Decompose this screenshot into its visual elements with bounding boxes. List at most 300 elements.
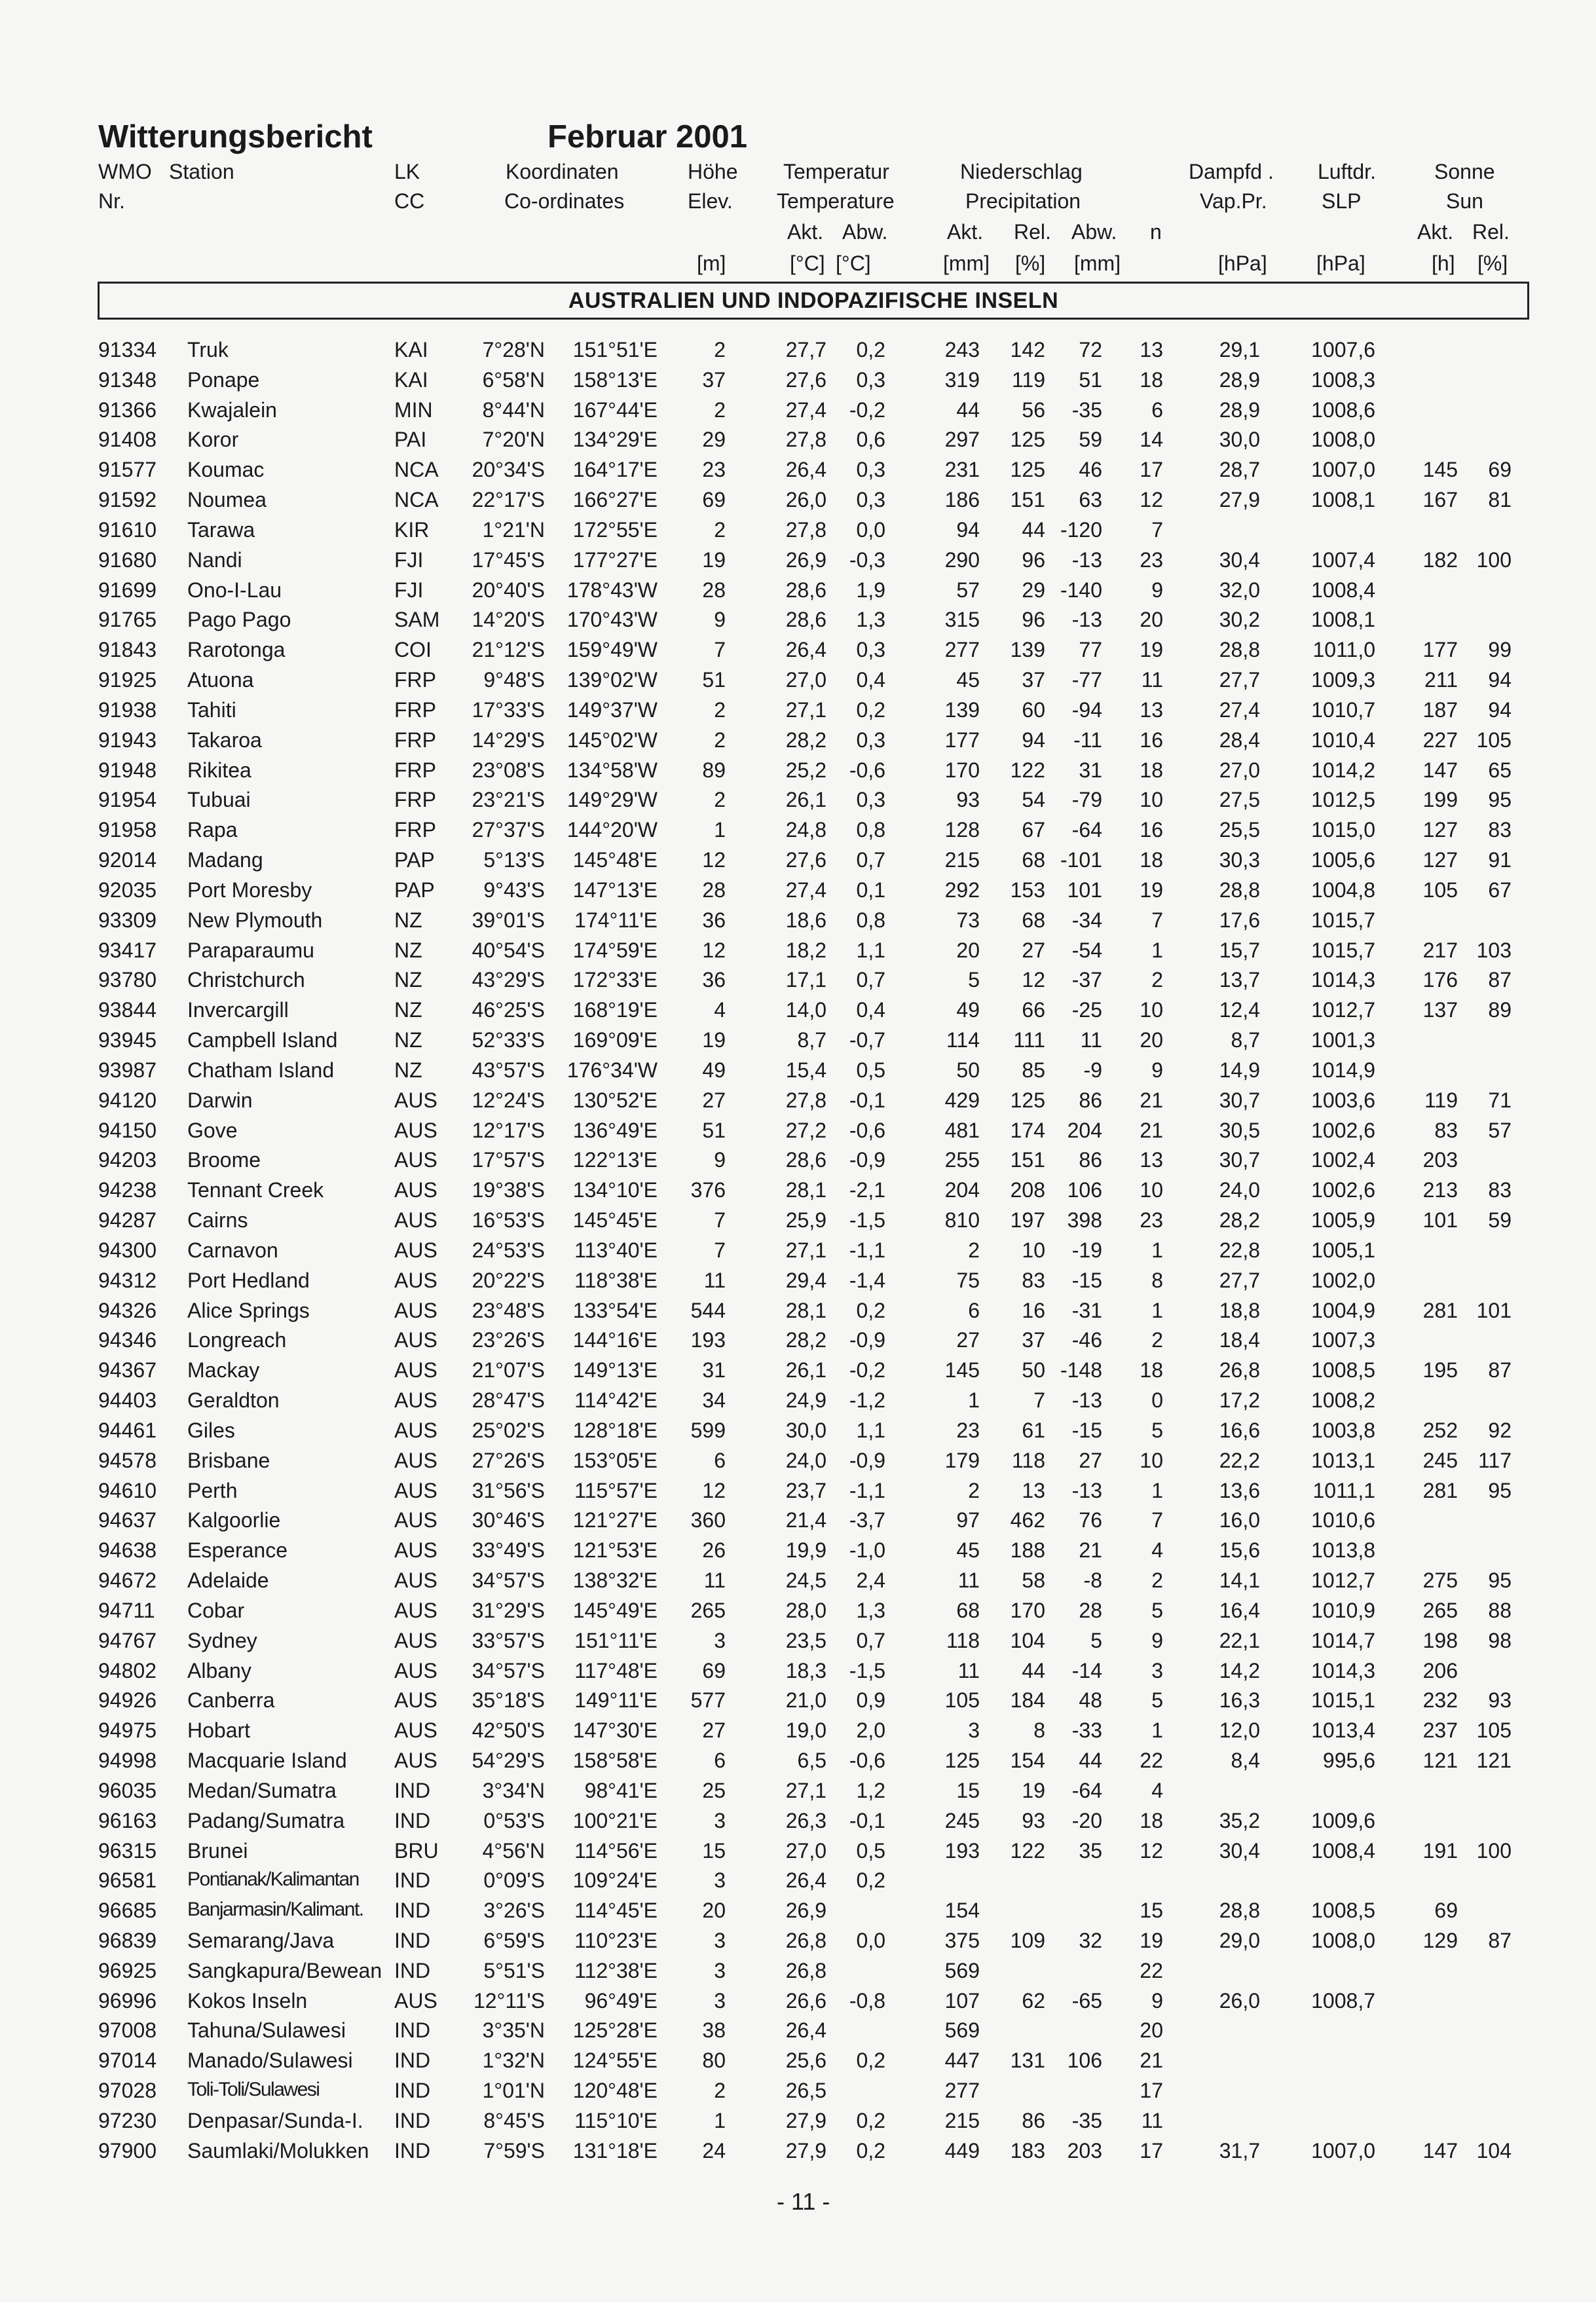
cell-country-code: PAI xyxy=(394,428,427,452)
cell-vapour-pressure: 27,5 xyxy=(1219,788,1260,812)
cell-elevation: 577 xyxy=(690,1688,726,1713)
hdr-unit-hpa2: [hPa] xyxy=(1316,251,1365,275)
cell-latitude: 21°12'S xyxy=(472,638,545,662)
cell-temp-akt: 19,0 xyxy=(785,1718,826,1743)
cell-elevation: 2 xyxy=(714,2079,726,2103)
table-row xyxy=(0,1870,1596,1900)
cell-country-code: AUS xyxy=(394,1508,437,1532)
cell-longitude: 172°33'E xyxy=(572,968,658,992)
cell-prec-akt: 49 xyxy=(956,998,980,1022)
cell-prec-abw: -31 xyxy=(1071,1298,1102,1322)
cell-elevation: 7 xyxy=(714,1208,726,1233)
cell-temp-akt: 26,9 xyxy=(785,1899,826,1923)
cell-temp-abw: -0,9 xyxy=(849,1448,885,1472)
cell-temp-abw: -0,9 xyxy=(849,1148,885,1172)
cell-temp-akt: 28,1 xyxy=(785,1178,826,1202)
cell-prec-rel: 54 xyxy=(1022,788,1045,812)
cell-station-name: Albany xyxy=(187,1658,251,1682)
cell-prec-days: 14 xyxy=(1140,428,1163,452)
cell-temp-akt: 27,8 xyxy=(785,517,826,542)
cell-prec-akt: 50 xyxy=(956,1058,980,1082)
cell-prec-akt: 68 xyxy=(956,1598,980,1622)
cell-sun-akt: 265 xyxy=(1422,1598,1458,1622)
cell-prec-akt: 128 xyxy=(944,818,980,842)
cell-temp-abw: 0,0 xyxy=(856,517,885,542)
cell-temp-abw: 0,2 xyxy=(856,1298,885,1322)
cell-vapour-pressure: 15,7 xyxy=(1219,938,1260,962)
cell-vapour-pressure: 30,4 xyxy=(1219,548,1260,572)
table-row xyxy=(0,1390,1596,1420)
cell-longitude: 174°11'E xyxy=(574,908,658,932)
cell-sun-rel: 87 xyxy=(1488,1928,1512,1952)
cell-sun-akt: 237 xyxy=(1422,1718,1458,1743)
cell-wmo-nr: 94767 xyxy=(98,1628,157,1652)
cell-prec-rel: 8 xyxy=(1033,1718,1045,1743)
cell-latitude: 25°02'S xyxy=(472,1418,545,1442)
cell-temp-abw: 0,9 xyxy=(856,1688,885,1713)
cell-elevation: 80 xyxy=(702,2049,726,2073)
cell-prec-rel: 68 xyxy=(1022,848,1045,872)
table-row xyxy=(0,1930,1596,1960)
cell-latitude: 27°26'S xyxy=(472,1448,545,1472)
cell-station-name: Pontianak/Kalimantan xyxy=(187,1868,359,1891)
cell-vapour-pressure: 30,7 xyxy=(1219,1088,1260,1112)
cell-prec-akt: 2 xyxy=(968,1238,980,1262)
cell-wmo-nr: 91592 xyxy=(98,488,157,512)
cell-prec-rel: 85 xyxy=(1022,1058,1045,1082)
cell-wmo-nr: 94802 xyxy=(98,1658,157,1682)
cell-longitude: 145°48'E xyxy=(572,848,658,872)
cell-prec-akt: 255 xyxy=(944,1148,980,1172)
cell-temp-akt: 24,9 xyxy=(785,1388,826,1413)
cell-vapour-pressure: 30,2 xyxy=(1219,608,1260,632)
cell-longitude: 144°20'W xyxy=(566,818,658,842)
cell-prec-akt: 125 xyxy=(944,1749,980,1772)
cell-wmo-nr: 91954 xyxy=(98,788,157,812)
cell-station-name: Sydney xyxy=(187,1628,257,1652)
cell-country-code: IND xyxy=(394,1958,431,1982)
hdr-vappr: Vap.Pr. xyxy=(1200,189,1267,213)
cell-temp-abw: 0,3 xyxy=(856,788,885,812)
cell-wmo-nr: 94120 xyxy=(98,1088,157,1112)
cell-wmo-nr: 94461 xyxy=(98,1418,157,1442)
cell-prec-abw: -148 xyxy=(1060,1358,1102,1383)
cell-temp-akt: 21,0 xyxy=(785,1688,826,1713)
cell-country-code: AUS xyxy=(394,1118,437,1142)
cell-temp-akt: 15,4 xyxy=(785,1058,826,1082)
cell-station-name: Tubuai xyxy=(187,788,251,812)
cell-prec-abw: -35 xyxy=(1071,2108,1102,2132)
cell-elevation: 27 xyxy=(702,1088,726,1112)
table-row xyxy=(0,1540,1596,1570)
cell-wmo-nr: 97008 xyxy=(98,2018,157,2043)
cell-wmo-nr: 91699 xyxy=(98,578,157,602)
cell-temp-abw: 0,2 xyxy=(856,2138,885,2163)
cell-prec-days: 13 xyxy=(1140,1148,1163,1172)
hdr-unit-h: [h] xyxy=(1432,251,1455,275)
cell-temp-akt: 23,5 xyxy=(785,1628,826,1652)
cell-longitude: 149°11'E xyxy=(574,1688,658,1713)
cell-wmo-nr: 94998 xyxy=(98,1749,157,1772)
cell-station-name: Brisbane xyxy=(187,1448,270,1472)
cell-temp-abw: 0,1 xyxy=(856,878,885,902)
cell-wmo-nr: 91843 xyxy=(98,638,157,662)
cell-country-code: AUS xyxy=(394,1268,437,1292)
cell-sea-level-pressure: 1007,0 xyxy=(1311,2138,1375,2163)
cell-station-name: Cobar xyxy=(187,1598,245,1622)
cell-prec-rel: 184 xyxy=(1010,1688,1045,1713)
cell-country-code: NZ xyxy=(394,908,422,932)
cell-station-name: Tennant Creek xyxy=(187,1178,324,1202)
cell-prec-rel: 111 xyxy=(1013,1028,1045,1052)
table-row xyxy=(0,1300,1596,1330)
cell-latitude: 54°29'S xyxy=(472,1749,545,1772)
cell-prec-abw: -13 xyxy=(1071,608,1102,632)
cell-temp-abw: -0,9 xyxy=(849,1328,885,1352)
cell-station-name: Rarotonga xyxy=(187,638,286,662)
cell-latitude: 3°35'N xyxy=(482,2018,545,2043)
cell-sea-level-pressure: 1001,3 xyxy=(1311,1028,1375,1052)
cell-prec-abw: -15 xyxy=(1071,1268,1102,1292)
cell-sea-level-pressure: 1009,6 xyxy=(1311,1808,1375,1832)
cell-latitude: 34°57'S xyxy=(472,1569,545,1593)
cell-longitude: 113°40'E xyxy=(574,1238,658,1262)
cell-temp-akt: 26,4 xyxy=(785,638,826,662)
cell-temp-abw: 0,0 xyxy=(856,1928,885,1952)
cell-prec-rel: 96 xyxy=(1022,548,1045,572)
cell-latitude: 0°09'S xyxy=(483,1868,545,1893)
cell-vapour-pressure: 30,4 xyxy=(1219,1838,1260,1863)
cell-latitude: 4°56'N xyxy=(482,1838,545,1863)
cell-temp-akt: 24,8 xyxy=(785,818,826,842)
cell-longitude: 134°29'E xyxy=(572,428,658,452)
cell-prec-abw: -34 xyxy=(1071,908,1102,932)
cell-prec-abw: -79 xyxy=(1071,788,1102,812)
cell-sea-level-pressure: 1014,3 xyxy=(1311,1658,1375,1682)
cell-station-name: Adelaide xyxy=(187,1569,269,1593)
cell-wmo-nr: 91948 xyxy=(98,758,157,782)
cell-sea-level-pressure: 1008,7 xyxy=(1311,1988,1375,2013)
cell-prec-akt: 45 xyxy=(956,668,980,692)
cell-latitude: 12°17'S xyxy=(472,1118,545,1142)
cell-vapour-pressure: 29,0 xyxy=(1219,1928,1260,1952)
cell-country-code: IND xyxy=(394,2079,431,2103)
table-row xyxy=(0,369,1596,399)
table-row xyxy=(0,789,1596,819)
cell-prec-days: 1 xyxy=(1151,1478,1163,1502)
cell-sea-level-pressure: 1013,1 xyxy=(1311,1448,1375,1472)
cell-temp-akt: 26,9 xyxy=(785,548,826,572)
cell-latitude: 12°11'S xyxy=(473,1988,545,2013)
cell-elevation: 28 xyxy=(702,578,726,602)
cell-latitude: 42°50'S xyxy=(472,1718,545,1743)
hdr-unit-pct1: [%] xyxy=(1015,251,1046,275)
cell-station-name: Ono-I-Lau xyxy=(187,578,282,602)
cell-prec-rel: 197 xyxy=(1010,1208,1045,1233)
cell-longitude: 114°45'E xyxy=(574,1899,658,1923)
cell-elevation: 1 xyxy=(714,818,726,842)
cell-temp-akt: 18,6 xyxy=(785,908,826,932)
cell-sun-akt: 182 xyxy=(1422,548,1458,572)
cell-sun-akt: 206 xyxy=(1422,1658,1458,1682)
table-row xyxy=(0,339,1596,369)
cell-sun-akt: 195 xyxy=(1422,1358,1458,1383)
cell-country-code: IND xyxy=(394,1928,431,1952)
cell-vapour-pressure: 16,4 xyxy=(1219,1598,1260,1622)
cell-sun-akt: 281 xyxy=(1422,1478,1458,1502)
cell-prec-days: 21 xyxy=(1140,1118,1163,1142)
cell-longitude: 151°51'E xyxy=(572,338,658,362)
cell-sea-level-pressure: 1008,5 xyxy=(1311,1358,1375,1383)
hdr-lk: LK xyxy=(394,160,420,183)
cell-elevation: 25 xyxy=(702,1778,726,1802)
cell-prec-days: 10 xyxy=(1140,998,1163,1022)
cell-station-name: Kwajalein xyxy=(187,398,277,422)
cell-prec-days: 1 xyxy=(1151,938,1163,962)
cell-prec-rel: 154 xyxy=(1010,1749,1045,1772)
cell-prec-days: 1 xyxy=(1151,1718,1163,1743)
cell-sun-akt: 137 xyxy=(1422,998,1458,1022)
cell-sun-rel: 104 xyxy=(1476,2138,1512,2163)
cell-latitude: 22°17'S xyxy=(472,488,545,512)
cell-sun-akt: 129 xyxy=(1422,1928,1458,1952)
cell-country-code: NZ xyxy=(394,1058,422,1082)
cell-sun-akt: 127 xyxy=(1422,818,1458,842)
cell-station-name: Perth xyxy=(187,1478,238,1502)
cell-longitude: 145°02'W xyxy=(566,728,658,752)
cell-latitude: 7°20'N xyxy=(482,428,545,452)
hdr-temperature: Temperature xyxy=(777,189,895,213)
cell-prec-days: 0 xyxy=(1151,1388,1163,1413)
cell-temp-abw: -0,7 xyxy=(849,1028,885,1052)
cell-country-code: FRP xyxy=(394,697,436,722)
cell-sea-level-pressure: 1015,0 xyxy=(1311,818,1375,842)
cell-prec-akt: 245 xyxy=(944,1808,980,1832)
cell-wmo-nr: 91610 xyxy=(98,517,157,542)
cell-prec-abw: -46 xyxy=(1071,1328,1102,1352)
cell-sun-akt: 281 xyxy=(1422,1298,1458,1322)
cell-wmo-nr: 96315 xyxy=(98,1838,157,1863)
cell-sun-rel: 103 xyxy=(1476,938,1512,962)
cell-prec-abw: -13 xyxy=(1071,548,1102,572)
cell-prec-rel: 29 xyxy=(1022,578,1045,602)
table-row xyxy=(0,609,1596,639)
cell-elevation: 6 xyxy=(714,1749,726,1772)
cell-station-name: Port Hedland xyxy=(187,1268,310,1292)
cell-country-code: NZ xyxy=(394,938,422,962)
cell-temp-abw: 0,7 xyxy=(856,1628,885,1652)
cell-prec-akt: 75 xyxy=(956,1268,980,1292)
hdr-coordinates: Co-ordinates xyxy=(504,189,625,213)
hdr-niederschlag: Niederschlag xyxy=(960,160,1083,183)
cell-vapour-pressure: 16,6 xyxy=(1219,1418,1260,1442)
cell-country-code: AUS xyxy=(394,1688,437,1713)
cell-station-name: Carnavon xyxy=(187,1238,278,1262)
cell-station-name: Cairns xyxy=(187,1208,248,1233)
cell-wmo-nr: 96996 xyxy=(98,1988,157,2013)
cell-prec-akt: 139 xyxy=(944,697,980,722)
cell-station-name: Tarawa xyxy=(187,517,255,542)
cell-elevation: 1 xyxy=(714,2108,726,2132)
cell-station-name: Christchurch xyxy=(187,968,305,992)
cell-prec-abw: -35 xyxy=(1071,398,1102,422)
cell-temp-abw: 1,1 xyxy=(856,1418,885,1442)
cell-sea-level-pressure: 1015,7 xyxy=(1311,908,1375,932)
cell-vapour-pressure: 16,3 xyxy=(1219,1688,1260,1713)
cell-elevation: 38 xyxy=(702,2018,726,2043)
cell-sea-level-pressure: 1012,7 xyxy=(1311,1569,1375,1593)
hdr-precipitation: Precipitation xyxy=(965,189,1081,213)
cell-prec-days: 2 xyxy=(1151,1569,1163,1593)
cell-longitude: 124°55'E xyxy=(572,2049,658,2073)
cell-wmo-nr: 91925 xyxy=(98,668,157,692)
cell-longitude: 118°38'E xyxy=(574,1268,658,1292)
cell-wmo-nr: 91348 xyxy=(98,367,157,392)
cell-prec-akt: 114 xyxy=(946,1028,980,1052)
cell-temp-akt: 14,0 xyxy=(785,998,826,1022)
hdr-elev: Elev. xyxy=(688,189,733,213)
cell-wmo-nr: 91680 xyxy=(98,548,157,572)
cell-prec-abw: -8 xyxy=(1083,1569,1102,1593)
cell-temp-akt: 26,4 xyxy=(785,458,826,482)
cell-elevation: 2 xyxy=(714,728,726,752)
table-row xyxy=(0,1179,1596,1210)
cell-wmo-nr: 91765 xyxy=(98,608,157,632)
cell-prec-days: 13 xyxy=(1140,697,1163,722)
cell-sun-akt: 198 xyxy=(1422,1628,1458,1652)
cell-sun-akt: 147 xyxy=(1422,758,1458,782)
cell-temp-abw: 0,5 xyxy=(856,1838,885,1863)
hdr-unit-c2: [°C] xyxy=(836,251,871,275)
cell-longitude: 145°45'E xyxy=(572,1208,658,1233)
cell-prec-rel: 153 xyxy=(1010,878,1045,902)
cell-temp-abw: -1,0 xyxy=(849,1538,885,1563)
cell-sun-rel: 69 xyxy=(1488,458,1512,482)
cell-latitude: 3°34'N xyxy=(482,1778,545,1802)
cell-latitude: 6°59'S xyxy=(483,1928,545,1952)
cell-elevation: 3 xyxy=(714,1958,726,1982)
cell-temp-akt: 27,0 xyxy=(785,1838,826,1863)
cell-vapour-pressure: 18,8 xyxy=(1219,1298,1260,1322)
cell-elevation: 9 xyxy=(714,608,726,632)
cell-prec-days: 9 xyxy=(1151,578,1163,602)
cell-sea-level-pressure: 1014,7 xyxy=(1311,1628,1375,1652)
cell-country-code: AUS xyxy=(394,1208,437,1233)
cell-latitude: 14°20'S xyxy=(472,608,545,632)
cell-longitude: 147°30'E xyxy=(572,1718,658,1743)
cell-prec-rel: 122 xyxy=(1010,1838,1045,1863)
cell-latitude: 23°08'S xyxy=(472,758,545,782)
cell-temp-akt: 26,4 xyxy=(785,2018,826,2043)
cell-station-name: Madang xyxy=(187,848,263,872)
hdr-prec-abw: Abw. xyxy=(1071,220,1117,244)
cell-station-name: Invercargill xyxy=(187,998,289,1022)
cell-vapour-pressure: 28,9 xyxy=(1219,398,1260,422)
cell-vapour-pressure: 28,8 xyxy=(1219,1899,1260,1923)
cell-vapour-pressure: 27,4 xyxy=(1219,697,1260,722)
cell-wmo-nr: 97014 xyxy=(98,2049,157,2073)
cell-station-name: Paraparaumu xyxy=(187,938,314,962)
cell-station-name: Banjarmasin/Kalimant. xyxy=(187,1899,363,1921)
cell-wmo-nr: 93844 xyxy=(98,998,157,1022)
cell-prec-akt: 11 xyxy=(957,1569,980,1593)
cell-longitude: 149°29'W xyxy=(566,788,658,812)
cell-prec-abw: 86 xyxy=(1079,1088,1102,1112)
cell-sea-level-pressure: 1014,2 xyxy=(1311,758,1375,782)
cell-latitude: 16°53'S xyxy=(472,1208,545,1233)
cell-sun-akt: 227 xyxy=(1422,728,1458,752)
cell-latitude: 20°40'S xyxy=(472,578,545,602)
cell-sea-level-pressure: 1013,4 xyxy=(1311,1718,1375,1743)
cell-vapour-pressure: 28,9 xyxy=(1219,367,1260,392)
cell-country-code: IND xyxy=(394,1808,431,1832)
cell-prec-rel: 58 xyxy=(1022,1569,1045,1593)
cell-prec-abw: 72 xyxy=(1079,338,1102,362)
hdr-prec-rel: Rel. xyxy=(1014,220,1051,244)
cell-prec-days: 19 xyxy=(1140,878,1163,902)
table-row xyxy=(0,880,1596,910)
cell-vapour-pressure: 22,8 xyxy=(1219,1238,1260,1262)
cell-country-code: AUS xyxy=(394,1088,437,1112)
cell-sea-level-pressure: 1009,3 xyxy=(1311,668,1375,692)
cell-longitude: 168°19'E xyxy=(572,998,658,1022)
cell-vapour-pressure: 28,4 xyxy=(1219,728,1260,752)
cell-station-name: Brunei xyxy=(187,1838,248,1863)
hdr-nr: Nr. xyxy=(98,189,125,213)
cell-prec-akt: 204 xyxy=(944,1178,980,1202)
cell-prec-days: 4 xyxy=(1151,1778,1163,1802)
hdr-unit-m: [m] xyxy=(697,251,726,275)
table-row xyxy=(0,1120,1596,1150)
cell-country-code: AUS xyxy=(394,1658,437,1682)
cell-latitude: 1°01'N xyxy=(482,2079,545,2103)
cell-prec-rel: 122 xyxy=(1010,758,1045,782)
cell-prec-days: 19 xyxy=(1140,1928,1163,1952)
cell-elevation: 360 xyxy=(690,1508,726,1532)
cell-sea-level-pressure: 1002,6 xyxy=(1311,1178,1375,1202)
cell-latitude: 9°48'S xyxy=(483,668,545,692)
cell-wmo-nr: 94711 xyxy=(98,1598,155,1622)
cell-station-name: Canberra xyxy=(187,1688,275,1713)
cell-longitude: 114°56'E xyxy=(574,1838,658,1863)
cell-country-code: IND xyxy=(394,2138,431,2163)
cell-wmo-nr: 96925 xyxy=(98,1958,157,1982)
cell-temp-akt: 27,8 xyxy=(785,1088,826,1112)
cell-prec-rel: 56 xyxy=(1022,398,1045,422)
cell-wmo-nr: 96685 xyxy=(98,1899,157,1923)
cell-station-name: Padang/Sumatra xyxy=(187,1808,345,1832)
cell-prec-abw: 398 xyxy=(1067,1208,1102,1233)
cell-sea-level-pressure: 1015,1 xyxy=(1311,1688,1375,1713)
cell-prec-abw: 51 xyxy=(1079,367,1102,392)
cell-temp-akt: 8,7 xyxy=(797,1028,826,1052)
cell-sun-akt: 252 xyxy=(1422,1418,1458,1442)
cell-vapour-pressure: 16,0 xyxy=(1219,1508,1260,1532)
report-title: Witterungsbericht xyxy=(98,119,373,155)
cell-prec-days: 5 xyxy=(1151,1598,1163,1622)
cell-elevation: 2 xyxy=(714,697,726,722)
cell-elevation: 2 xyxy=(714,517,726,542)
cell-prec-akt: 97 xyxy=(956,1508,980,1532)
cell-prec-abw: -11 xyxy=(1073,728,1102,752)
cell-temp-abw: 0,3 xyxy=(856,367,885,392)
cell-vapour-pressure: 30,7 xyxy=(1219,1148,1260,1172)
cell-longitude: 131°18'E xyxy=(572,2138,658,2163)
cell-elevation: 193 xyxy=(690,1328,726,1352)
cell-prec-abw: -64 xyxy=(1071,818,1102,842)
cell-prec-days: 11 xyxy=(1141,668,1163,692)
cell-elevation: 49 xyxy=(702,1058,726,1082)
